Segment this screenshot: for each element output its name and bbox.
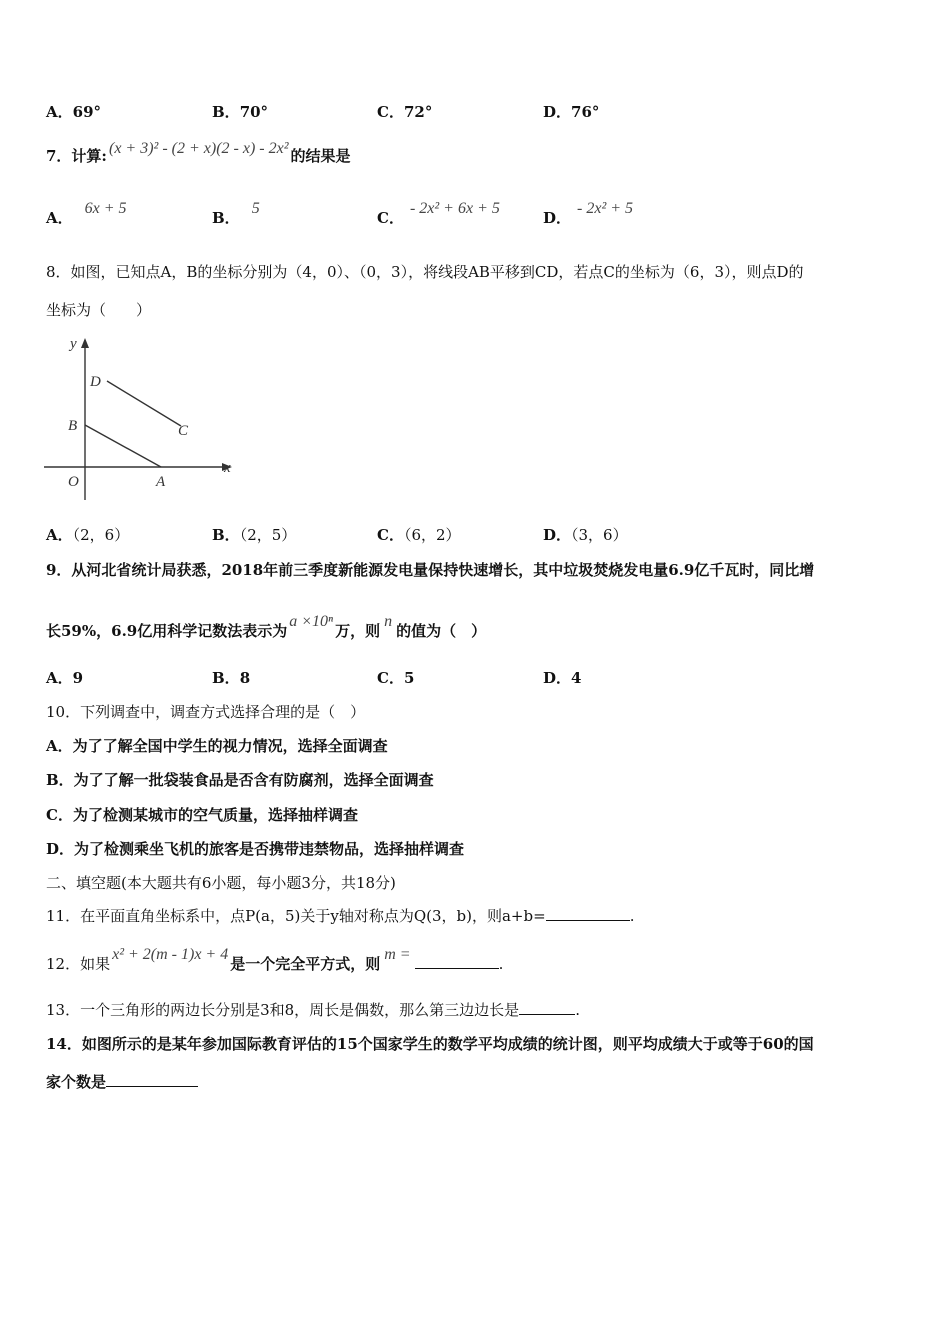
q13-stem: 13．一个三角形的两边长分别是3和8，周长是偶数，那么第三边边长是 . <box>46 1001 580 1019</box>
q10-option-a: A．为了了解全国中学生的视力情况，选择全面调查 <box>46 737 388 755</box>
q6-option-a: A．69° <box>46 103 102 121</box>
label-a: A <box>156 474 166 490</box>
q10-stem: 10．下列调查中，调查方式选择合理的是（ ） <box>46 703 366 721</box>
label-d: D <box>90 374 101 390</box>
segment-dc <box>107 381 181 426</box>
q9-option-a: A．9 <box>46 669 84 687</box>
q7-expression: (x + 3)² - (2 + x)(2 - x) - 2x² <box>108 140 289 157</box>
q7-option-d: D．- 2x² + 5 <box>543 200 634 227</box>
q8-stem-line2: 坐标为（ ） <box>46 301 152 319</box>
label-b: B <box>68 418 78 434</box>
q9-stem-line1: 9．从河北省统计局获悉，2018年前三季度新能源发电量保持快速增长，其中垃圾焚烧发电量6.9亿千瓦时，同比增 <box>46 561 815 579</box>
q8-option-b: B．（2，5） <box>212 526 297 544</box>
q7-stem: 7．计算: (x + 3)² - (2 + x)(2 - x) - 2x² 的结果是 <box>46 140 351 165</box>
q7-option-a: A．6x + 5 <box>46 200 127 227</box>
q6-option-d: D．76° <box>543 103 600 121</box>
q12-expression: x² + 2(m - 1)x + 4 <box>112 946 229 963</box>
segment-ab <box>85 425 161 467</box>
q9-stem-line2: 长59%，6.9亿用科学记数法表示为a ×10ⁿ万，则n的值为（ ） <box>46 613 487 640</box>
q12-answer-blank <box>415 954 499 969</box>
label-c: C <box>178 423 189 439</box>
q8-stem-line1: 8．如图，已知点A，B的坐标分别为（4，0）、（0，3），将线段AB平移到CD，若点C的坐标为（6，3），则点D的 <box>46 263 804 281</box>
q8-option-c: C．（6，2） <box>377 526 461 544</box>
q8-option-d: D．（3，6） <box>543 526 628 544</box>
label-x: x <box>224 460 231 476</box>
q9-sci-notation: a ×10ⁿ <box>289 613 334 630</box>
q8-option-a: A．（2，6） <box>46 526 130 544</box>
q10-option-d: D．为了检测乘坐飞机的旅客是否携带违禁物品，选择抽样调查 <box>46 840 465 858</box>
q10-option-b: B．为了了解一批袋装食品是否含有防腐剂，选择全面调查 <box>46 771 434 789</box>
q14-answer-blank <box>106 1072 198 1087</box>
q6-option-c: C．72° <box>377 103 433 121</box>
q9-option-d: D．4 <box>543 669 582 687</box>
q11-stem: 11．在平面直角坐标系中，点P(a，5)关于y轴对称点为Q(3，b)，则a+b= . <box>46 907 635 925</box>
q8-coordinate-figure <box>44 334 236 504</box>
q6-option-b: B．70° <box>212 103 269 121</box>
q9-option-c: C．5 <box>377 669 415 687</box>
q7-option-c: C．- 2x² + 6x + 5 <box>377 200 500 227</box>
q14-stem-line2: 家个数是 <box>46 1072 198 1092</box>
q10-option-c: C．为了检测某城市的空气质量，选择抽样调查 <box>46 806 358 824</box>
q13-answer-blank <box>519 1000 575 1015</box>
q9-option-b: B．8 <box>212 669 251 687</box>
y-axis-arrow-icon <box>81 338 89 348</box>
section-fill-in-title: 二、填空题(本大题共有6小题，每小题3分，共18分) <box>46 874 396 892</box>
q12-stem: 12．如果x² + 2(m - 1)x + 4是一个完全平方式，则m =. <box>46 946 504 973</box>
q14-stem-line1: 14．如图所示的是某年参加国际教育评估的15个国家学生的数学平均成绩的统计图，则平均成绩大于或等于60的国 <box>46 1035 814 1053</box>
label-o: O <box>68 474 79 490</box>
q7-option-b: B．5 <box>212 200 260 227</box>
q11-answer-blank <box>546 906 630 921</box>
label-y: y <box>70 336 77 352</box>
